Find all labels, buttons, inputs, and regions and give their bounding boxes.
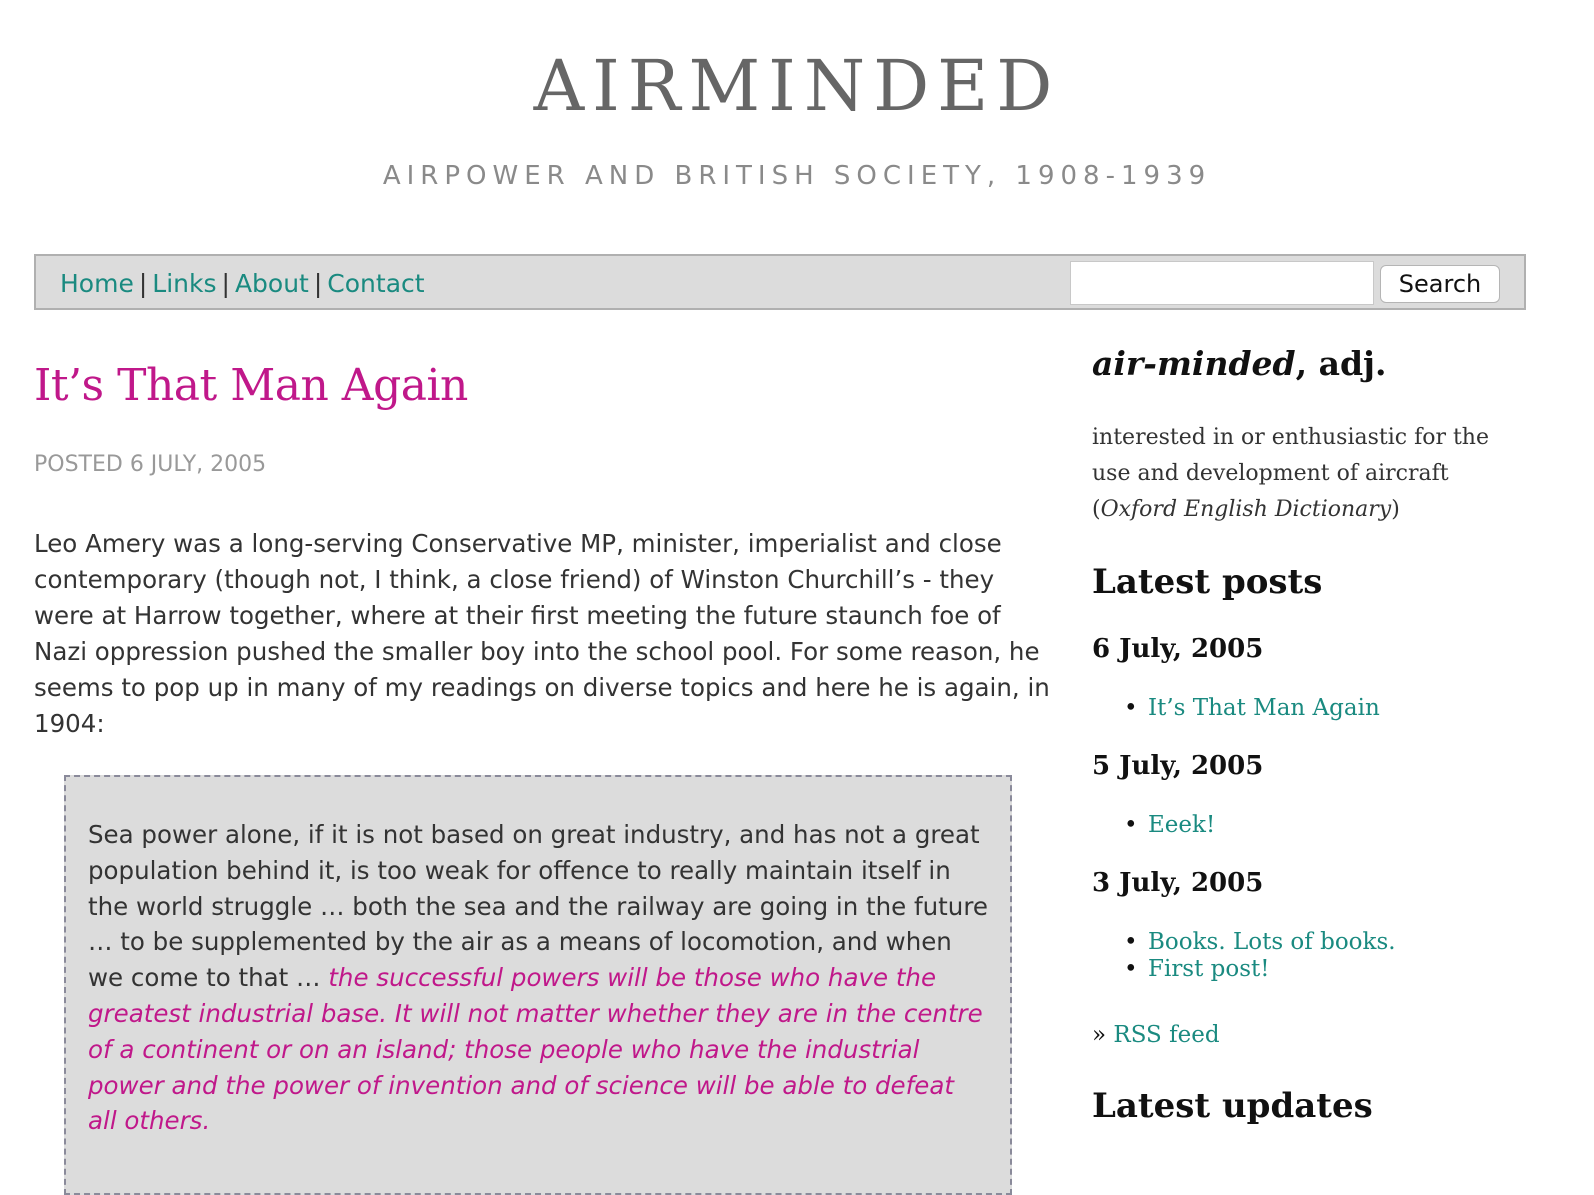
post-group-list xyxy=(1148,929,1396,983)
definition-close: ) xyxy=(1391,497,1400,522)
latest-post-link[interactable]: Books. Lots of books. xyxy=(1148,929,1396,955)
definition-text xyxy=(1092,420,1512,528)
list-item xyxy=(1148,956,1396,983)
definition-suffix: , adj. xyxy=(1295,344,1387,383)
latest-posts-heading: Latest posts xyxy=(1092,562,1323,602)
latest-post-link[interactable]: Eeek! xyxy=(1148,812,1216,838)
post-date: POSTED 6 JULY, 2005 xyxy=(34,452,267,477)
blockquote xyxy=(64,775,1012,1195)
site-title[interactable]: AIRMINDED xyxy=(533,45,1061,127)
site-tagline: AIRPOWER AND BRITISH SOCIETY, 1908-1939 xyxy=(382,161,1212,191)
nav-link-about[interactable]: About xyxy=(234,269,309,298)
nav-separator: | xyxy=(221,269,230,298)
post-group-date: 6 July, 2005 xyxy=(1092,634,1264,664)
definition-source: Oxford English Dictionary xyxy=(1100,497,1392,522)
latest-post-link[interactable]: It’s That Man Again xyxy=(1148,695,1380,721)
nav-link-home[interactable]: Home xyxy=(60,269,134,298)
post-body: Leo Amery was a long-serving Conservative MP, minister, imperialist and close contemporary (though not, I think, a close friend) of Winston Churchill’s - they were at Harrow together, where at their first meeting the future staunch foe of Nazi oppression pushed the smaller boy into the school pool. For some reason, he seems to pop up in many of my readings on diverse topics and here he is again, in 1904: xyxy=(34,529,1050,738)
post-group-list xyxy=(1148,695,1380,722)
rss-prefix: » xyxy=(1092,1022,1107,1048)
definition-term: air-minded xyxy=(1092,344,1296,383)
nav-separator: | xyxy=(138,269,148,298)
rss-feed xyxy=(1092,1020,1220,1050)
nav-link-links[interactable]: Links xyxy=(152,269,217,298)
post-group-date: 5 July, 2005 xyxy=(1092,751,1264,781)
list-item xyxy=(1148,812,1215,839)
post-group-date: 3 July, 2005 xyxy=(1092,868,1264,898)
list-item xyxy=(1148,695,1380,722)
definition-body: interested in or enthusiastic for the use and development of aircraft ( xyxy=(1092,425,1489,522)
navigation-bar xyxy=(34,254,1526,310)
list-item xyxy=(1148,929,1396,956)
latest-updates-heading: Latest updates xyxy=(1092,1086,1373,1126)
nav-links xyxy=(60,269,425,299)
quote-text xyxy=(88,817,988,1139)
quote-emphasis-text: the successful powers will be those who have the greatest industrial base. It will not matter whether they are in the centre of a continent or on an island; those people who have the industrial power and the power of invention and of science will be able to defeat all others. xyxy=(88,963,983,1136)
latest-post-link[interactable]: First post! xyxy=(1148,956,1270,982)
quote-plain-text: Sea power alone, if it is not based on great industry, and has not a great population behind it, is too weak for offence to really maintain itself in the world struggle … both the sea and the railway are going in the future … to be supplemented by the air as a means of locomotion, and when we come to that … xyxy=(88,820,988,993)
search-button[interactable]: Search xyxy=(1380,265,1500,303)
post-group-list xyxy=(1148,812,1215,839)
search-input[interactable] xyxy=(1070,261,1374,305)
rss-feed-link[interactable]: RSS feed xyxy=(1113,1022,1220,1048)
definition-heading xyxy=(1092,342,1386,386)
nav-separator: | xyxy=(313,269,323,298)
post-title[interactable]: It’s That Man Again xyxy=(34,360,468,411)
nav-link-contact[interactable]: Contact xyxy=(327,269,425,298)
